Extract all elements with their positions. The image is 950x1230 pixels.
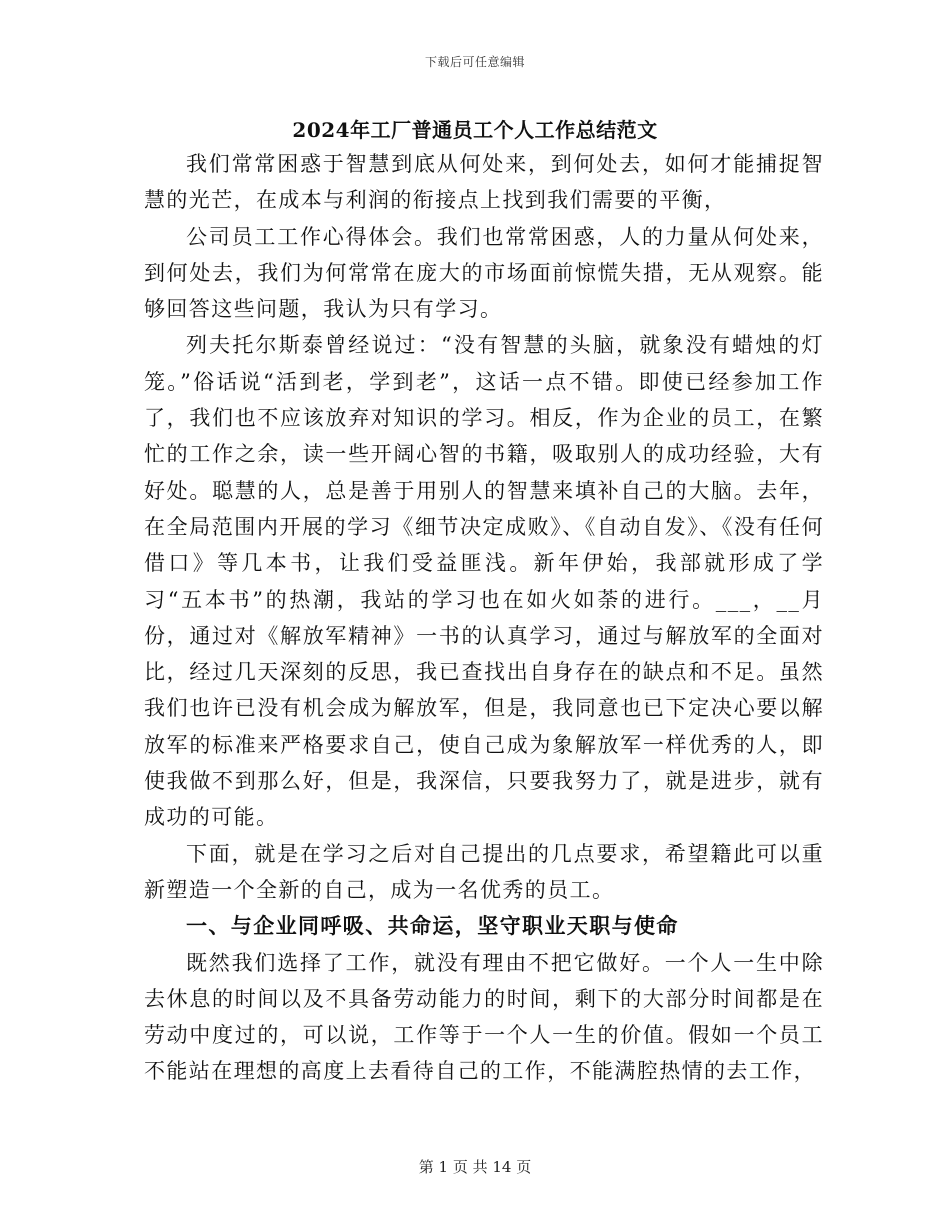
paragraph-4: 下面，就是在学习之后对自己提出的几点要求，希望籍此可以重新塑造一个全新的自己，成为一名优秀的员工。 [144, 841, 824, 902]
paragraph-2: 公司员工工作心得体会。我们也常常困惑，人的力量从何处来，到何处去，我们为何常常在庞大的市场面前惊慌失措，无从观察。能够回答这些问题，我认为只有学习。 [144, 224, 824, 322]
page-header-note: 下载后可任意编辑 [424, 55, 525, 69]
document-body [144, 146, 824, 1090]
page-number-footer: 第 1 页 共 14 页 [418, 1158, 532, 1176]
section-heading: 一、与企业同呼吸、共命运，坚守职业天职与使命 [186, 913, 679, 939]
document-title: 2024年工厂普通员工个人工作总结范文 [292, 118, 658, 142]
paragraph-3: 列夫托尔斯泰曾经说过：“没有智慧的头脑，就象没有蜡烛的灯笼。”俗话说“活到老，学到老”，这话一点不错。即使已经参加工作了，我们也不应该放弃对知识的学习。相反，作为企业的员工，在繁忙的工作之余，读一些开阔心智的书籍，吸取别人的成功经验，大有好处。聪慧的人，总是善于用别人的智慧来填补自己的大脑。去年，在全局范围内开展的学习《细节决定成败》、《自动自发》、《没有任何借口》等几本书，让我们受益匪浅。新年伊始，我部就形成了学习“五本书”的热潮，我站的学习也在如火如荼的进行。___，__月份，通过对《解放军精神》一书的认真学习，通过与解放军的全面对比，经过几天深刻的反思，我已查找出自身存在的缺点和不足。虽然我们也许已没有机会成为解放军，但是，我同意也已下定决心要以解放军的标准来严格要求自己，使自己成为象解放军一样优秀的人，即使我做不到那么好，但是，我深信，只要我努力了，就是进步，就有成功的可能。 [144, 333, 824, 830]
paragraph-1: 我们常常困惑于智慧到底从何处来，到何处去，如何才能捕捉智慧的光芒，在成本与利润的衔接点上找到我们需要的平衡， [144, 152, 824, 213]
section-paragraph: 既然我们选择了工作，就没有理由不把它做好。一个人一生中除去休息的时间以及不具备劳动能力的时间，剩下的大部分时间都是在劳动中度过的，可以说，工作等于一个人一生的价值。假如一个员工不能站在理想的高度上去看待自己的工作，不能满腔热情的去工作， [144, 950, 824, 1084]
